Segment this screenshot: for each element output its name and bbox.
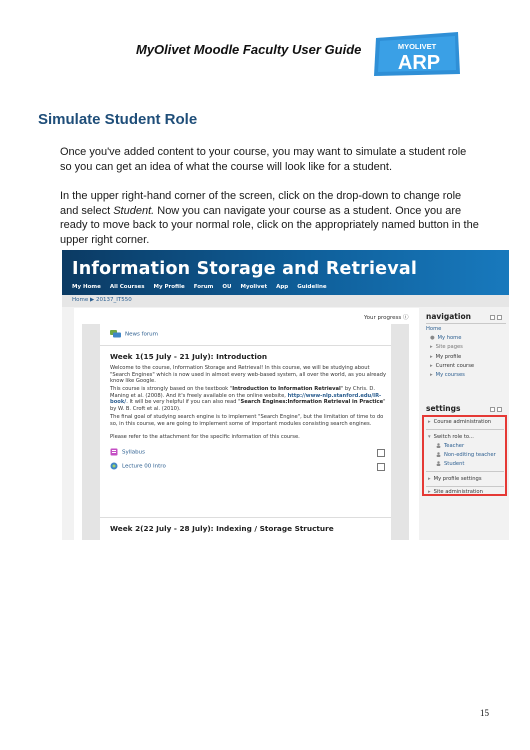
right-gutter (391, 324, 409, 540)
switch-role-label: Switch role to... (433, 434, 474, 440)
role-teacher-label: Teacher (444, 443, 465, 449)
page-number: 15 (480, 708, 489, 718)
menu-forum[interactable]: Forum (193, 284, 214, 290)
nav-site-pages[interactable] (430, 344, 463, 350)
triangle-right-icon: ▸ (430, 363, 433, 369)
course-header-banner (62, 250, 509, 295)
course-administration[interactable] (428, 419, 491, 425)
section-heading: Simulate Student Role (38, 111, 198, 128)
week2-title: Week 2(22 July - 28 July): Indexing / Storage Structure (110, 524, 334, 533)
logo-line2: ARP (397, 52, 441, 74)
textbook-text-d: " by W. B. Croft et al. (2010). (110, 399, 386, 412)
nav-my-profile-label: My profile (435, 354, 462, 360)
breadcrumb-bar (62, 295, 509, 307)
news-forum-label: News forum (125, 331, 159, 338)
week1-textbook-text (110, 386, 388, 412)
menu-ou[interactable]: OU (222, 284, 232, 290)
file-icon (110, 462, 118, 470)
second-book-title: Search Engines:Information Retrieval in Practice (240, 399, 384, 405)
week1-title: Week 1(15 July - 21 July): Introduction (110, 352, 268, 361)
week1-goal-text: The final goal of studying search engine is to implement "Search Engine", but the limitation of time to do so, in this course, we are going to implement some of important modules consisting search engines. (110, 414, 384, 427)
triangle-right-icon: ▸ (428, 419, 431, 425)
divider (100, 345, 391, 346)
news-forum-link[interactable] (110, 330, 158, 338)
myolivet-arp-logo (370, 30, 462, 78)
completion-checkbox[interactable] (377, 449, 385, 457)
user-icon (436, 452, 441, 457)
top-menu (72, 284, 327, 290)
instructions-part1: In the upper right-hand corner of the screen, click on the drop-down to change role and select (60, 190, 462, 217)
switch-role-to[interactable] (428, 434, 474, 440)
week1-intro-text: Welcome to the course, Information Storage and Retrieval! In this course, we will be studying about "Search Engines" which is now used in almost every web-based system, all over the world, as you already know like Google. (110, 365, 387, 384)
moodle-screenshot (62, 250, 509, 540)
breadcrumb[interactable]: Home ▶ 20137_IT550 (72, 297, 132, 303)
nav-my-courses-label: My courses (435, 372, 465, 378)
instructions-student-emphasis: Student. (113, 204, 155, 217)
user-icon (436, 461, 441, 466)
nav-my-courses[interactable] (430, 372, 465, 378)
role-non-editing-teacher-label: Non-editing teacher (444, 452, 496, 458)
file-icon (110, 448, 118, 456)
site-administration-label: Site administration (433, 489, 483, 495)
triangle-right-icon: ▸ (428, 489, 431, 495)
triangle-right-icon: ▸ (430, 344, 433, 350)
syllabus-label: Syllabus (122, 449, 146, 456)
divider (426, 323, 506, 324)
divider (426, 471, 504, 472)
your-progress-label: Your progress ⓘ (364, 315, 409, 321)
course-title: Information Storage and Retrieval (72, 259, 418, 279)
menu-guideline[interactable]: Guideline (297, 284, 327, 290)
menu-my-home[interactable]: My Home (72, 284, 101, 290)
menu-app[interactable]: App (276, 284, 289, 290)
lecture-00-label: Lecture 00 Intro (122, 463, 166, 470)
my-profile-settings-label: My profile settings (433, 476, 482, 482)
role-student-label: Student (444, 461, 465, 467)
divider (100, 517, 391, 518)
triangle-right-icon: ▸ (430, 354, 433, 360)
navigation-block-heading: navigation (426, 312, 471, 321)
nav-current-course[interactable] (430, 363, 474, 369)
site-administration[interactable] (428, 489, 483, 495)
textbook-text-c: . It will be very helpful if you can also read " (126, 399, 241, 405)
nav-home[interactable]: Home (426, 326, 442, 332)
logo-line1: MYOLIVET (397, 42, 437, 51)
document-title: MyOlivet Moodle Faculty User Guide (136, 42, 362, 57)
divider (426, 429, 504, 430)
triangle-right-icon: ▸ (430, 372, 433, 378)
intro-paragraph: Once you've added content to your course, you may want to simulate a student role so you can get an idea of what the course will look like for a student. (60, 146, 467, 173)
week1-attachment-text: Please refer to the attachment for the specific information of this course. (110, 434, 300, 440)
nav-site-pages-label: Site pages (435, 344, 463, 350)
menu-all-courses[interactable]: All Courses (109, 284, 145, 290)
triangle-down-icon: ▾ (428, 434, 431, 440)
textbook-text-b: " by Chris. D. Maning et al. (2008). And it's freely available on the online website, (110, 386, 376, 399)
role-student[interactable] (436, 461, 464, 467)
textbook-text-a: This course is strongly based on the textbook " (110, 386, 233, 392)
nav-current-course-label: Current course (435, 363, 475, 369)
instructions-part2: Now you can navigate your course as a student. Once you are ready to move back to your normal role, click on the appropriately named button in the upper right corner. (60, 204, 479, 246)
nav-my-profile[interactable] (430, 354, 461, 360)
block-controls[interactable] (490, 315, 503, 320)
instructions-paragraph (60, 189, 480, 247)
triangle-right-icon: ▸ (428, 476, 431, 482)
menu-my-profile[interactable]: My Profile (153, 284, 185, 290)
user-icon (436, 443, 441, 448)
syllabus-link[interactable] (110, 448, 145, 456)
settings-block-heading: settings (426, 404, 461, 413)
nav-my-home-label: My home (437, 335, 462, 341)
nav-my-home[interactable] (430, 335, 461, 341)
lecture-00-link[interactable] (110, 462, 166, 470)
divider (426, 486, 504, 487)
textbook-link[interactable]: http://www-nlp.stanford.edu/IR-book/ (110, 392, 382, 405)
forum-icon (110, 330, 121, 338)
textbook-title: Introduction to Information Retrieval (232, 386, 341, 392)
role-non-editing-teacher[interactable] (436, 452, 496, 458)
course-administration-label: Course administration (433, 419, 492, 425)
completion-checkbox[interactable] (377, 463, 385, 471)
bullet-icon: ● (430, 335, 435, 341)
block-controls[interactable] (490, 407, 503, 412)
left-gutter (82, 324, 100, 540)
divider (426, 415, 506, 416)
my-profile-settings[interactable] (428, 476, 482, 482)
menu-myolivet[interactable]: Myolivet (240, 284, 268, 290)
course-content-panel (74, 308, 419, 540)
role-teacher[interactable] (436, 443, 464, 449)
